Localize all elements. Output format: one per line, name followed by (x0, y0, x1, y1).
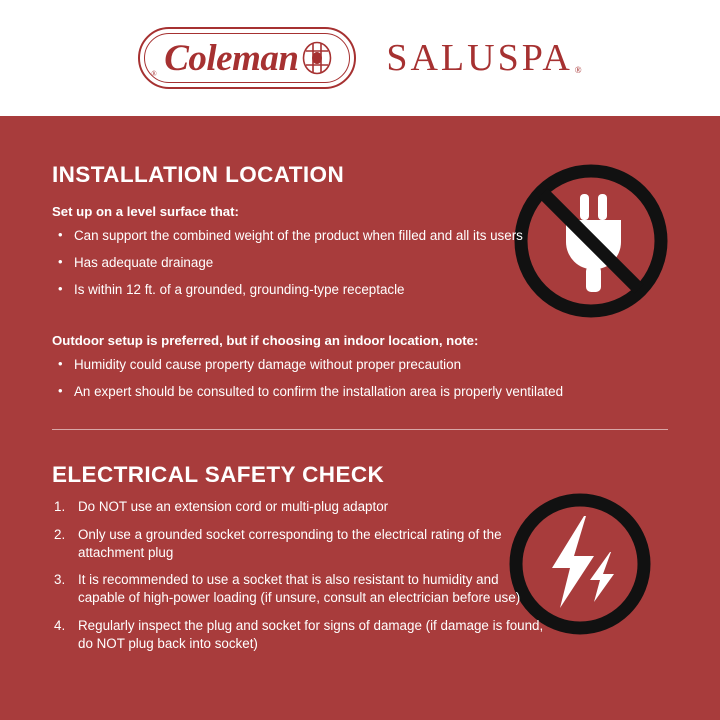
list-item: Only use a grounded socket corresponding to the electrical rating of the attachment plug (78, 526, 502, 560)
list-item: • An expert should be consulted to confirm the installation area is properly ventilated (52, 383, 668, 401)
outdoor-setup-lead-text: Outdoor setup is preferred, but if choosing an indoor location, note: (52, 333, 479, 349)
list-item: • Has adequate drainage (52, 254, 668, 272)
list-item: • Humidity could cause property damage without proper precaution (52, 356, 668, 374)
coleman-lantern-icon (302, 41, 332, 75)
installation-lead-text: Set up on a level surface that: (52, 204, 239, 219)
saluspa-registered-mark: ® (574, 65, 582, 75)
content-panel (0, 116, 720, 720)
header (0, 0, 720, 116)
coleman-wordmark: Coleman (164, 37, 299, 79)
list-item: • Is within 12 ft. of a grounded, grounding-type receptacle (52, 281, 668, 299)
saluspa-logo (386, 36, 581, 80)
section-title-electrical-safety: ELECTRICAL SAFETY CHECK (52, 462, 385, 488)
section-title-installation: INSTALLATION LOCATION (52, 162, 345, 187)
saluspa-wordmark: SALUSPA (386, 37, 573, 79)
list-item: It is recommended to use a socket that is also resistant to humidity and capable of high-power loading (if unsure, consult an electrician before use) (78, 572, 521, 606)
list-item: Regularly inspect the plug and socket for signs of damage (if damage is found, do NOT plug back into socket) (78, 617, 544, 651)
installation-bullet-list (52, 227, 668, 299)
list-item: Do NOT use an extension cord or multi-plug adaptor (78, 499, 389, 515)
list-item: • Can support the combined weight of the product when filled and all its users (52, 227, 668, 245)
coleman-logo (138, 27, 356, 89)
section-divider (52, 429, 668, 430)
indoor-location-bullet-list (52, 356, 668, 401)
coleman-registered-mark: ® (151, 70, 157, 78)
